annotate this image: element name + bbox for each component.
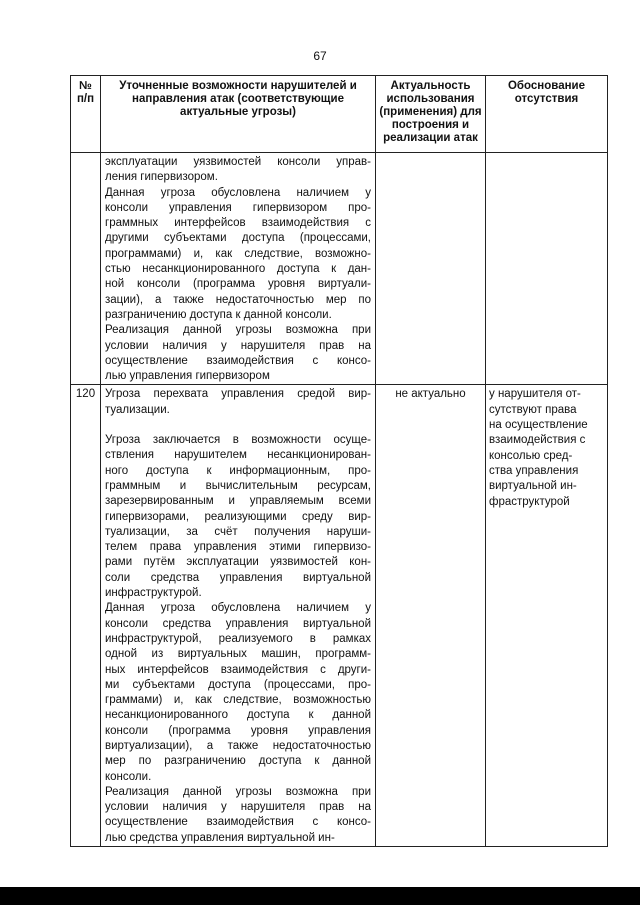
text-line: Угроза заключается в возможности осуще- — [105, 434, 371, 447]
text-line: зарезервированным и управляемым всеми — [105, 495, 371, 508]
text-line: виртуальной ин- — [489, 480, 577, 493]
text-line: № — [79, 80, 92, 92]
text-line: взаимодействия с — [489, 434, 586, 447]
text-line: стью несанкционированного доступа к дан- — [105, 263, 371, 276]
text-line: консоли. — [105, 770, 152, 783]
text-line: другими субъектами доступа (процессами, — [105, 232, 371, 245]
header-actuality — [376, 76, 486, 153]
text-line: Угроза перехвата управления средой вир- — [105, 388, 371, 401]
text-line: Данная угроза обусловлена наличием у — [105, 186, 371, 199]
text-line: ствления нарушителем несанкционирован- — [105, 449, 371, 462]
text-line: лью управления гипервизором — [105, 370, 270, 383]
text-line: инфраструктурой, реализуемого в рамках — [105, 632, 371, 645]
text-line: рами путём эксплуатации уязвимостей кон- — [105, 556, 371, 569]
text-line: (применения) для — [379, 106, 482, 118]
page-number: 67 — [313, 49, 327, 63]
text-line: лью средства управления виртуальной ин- — [105, 831, 335, 844]
text-line: Реализация данной угрозы возможна при — [105, 324, 371, 337]
text-line: граммами) и, как следствие, возможностью — [105, 694, 371, 707]
threats-table — [70, 75, 608, 847]
scan-border — [0, 887, 640, 905]
text-line: условии наличия у нарушителя прав на — [105, 801, 371, 814]
header-justification — [486, 76, 608, 153]
text-line: Данная угроза обусловлена наличием у — [105, 602, 371, 615]
text-line: ного доступа к информационным, про- — [105, 464, 371, 477]
threat-title — [105, 387, 371, 418]
text-line: инфраструктурой. — [105, 587, 202, 600]
threat-description — [101, 385, 376, 847]
actuality-cell — [376, 153, 486, 385]
text-line: Реализация данной угрозы возможна при — [105, 785, 371, 798]
table-header-row — [71, 76, 608, 153]
text-line: фраструктурой — [489, 495, 570, 508]
actuality-cell: не актуально — [376, 385, 486, 847]
text-line: телем права управления этими гипервизо- — [105, 541, 371, 554]
text-line: эксплуатации уязвимостей консоли управ- — [105, 156, 371, 168]
text-line: разграничению доступа к данной консоли. — [105, 308, 332, 321]
threat-description — [101, 153, 376, 385]
text-line: условии наличия у нарушителя прав на — [105, 339, 371, 352]
text-line: актуальные угрозы) — [180, 106, 296, 118]
row-number: 120 — [71, 385, 101, 847]
text-line: ной консоли (программа уровня виртуали- — [105, 278, 371, 291]
justification-cell — [486, 153, 608, 385]
text-line: мер по разграничению доступа к данной — [105, 755, 371, 768]
text-line: реализации атак — [383, 132, 478, 144]
text-line: сутствуют права — [489, 403, 577, 416]
text-line: граммных интерфейсов взаимодействия с — [105, 217, 371, 230]
text-line: гипервизорами, реализующими среду вир- — [105, 510, 371, 523]
text-line: консолью сред- — [489, 449, 573, 462]
justification-cell — [486, 385, 608, 847]
text-line: консоли (программа уровня управления — [105, 724, 371, 737]
header-num — [71, 76, 101, 153]
text-line: консоли средства управления виртуальной — [105, 617, 371, 630]
table-row — [71, 153, 608, 385]
text-line: Актуальность — [390, 80, 471, 92]
text-line: программами) и, как следствие, возможно- — [105, 247, 371, 260]
table-row — [71, 385, 608, 847]
text-line: ства управления — [489, 464, 579, 477]
text-line: ления гипервизором. — [105, 171, 218, 184]
text-line: у нарушителя от- — [489, 388, 581, 401]
text-line: использования — [386, 93, 475, 105]
text-line: осуществление взаимодействия с консо- — [105, 354, 371, 367]
text-line: п/п — [76, 93, 95, 105]
text-line: осуществление взаимодействия с консо- — [105, 816, 371, 829]
text-line: одной из виртуальных машин, программ- — [105, 648, 371, 661]
text-line: граммным и вычислительным ресурсам, — [105, 479, 371, 492]
text-line: туализации, за счёт получения наруши- — [105, 525, 371, 538]
text-line: зации), а также недостаточностью мер по — [105, 293, 371, 306]
text-line: Обоснование — [507, 80, 585, 92]
threat-body — [105, 433, 371, 846]
text-line: Уточненные возможности нарушителей и — [119, 80, 357, 92]
text-line: несанкционированного доступа к данной — [105, 709, 371, 722]
text-line: направления атак (соответствующие — [132, 93, 344, 105]
header-description — [101, 76, 376, 153]
text-line: ми субъектами доступа (процессами, про- — [105, 678, 371, 691]
row-number — [71, 153, 101, 385]
text-line: на осуществление — [489, 419, 588, 432]
text-line: соли средства управления виртуальной — [105, 571, 371, 584]
text-line: построения и — [391, 119, 470, 131]
text-line: консоли управления гипервизором про- — [105, 201, 371, 214]
text-line: ных интерфейсов взаимодействия с други- — [105, 663, 371, 676]
text-line: виртуализации), а также недостаточностью — [105, 739, 371, 752]
text-line: туализации. — [105, 403, 170, 416]
text-line: отсутствия — [514, 93, 579, 105]
